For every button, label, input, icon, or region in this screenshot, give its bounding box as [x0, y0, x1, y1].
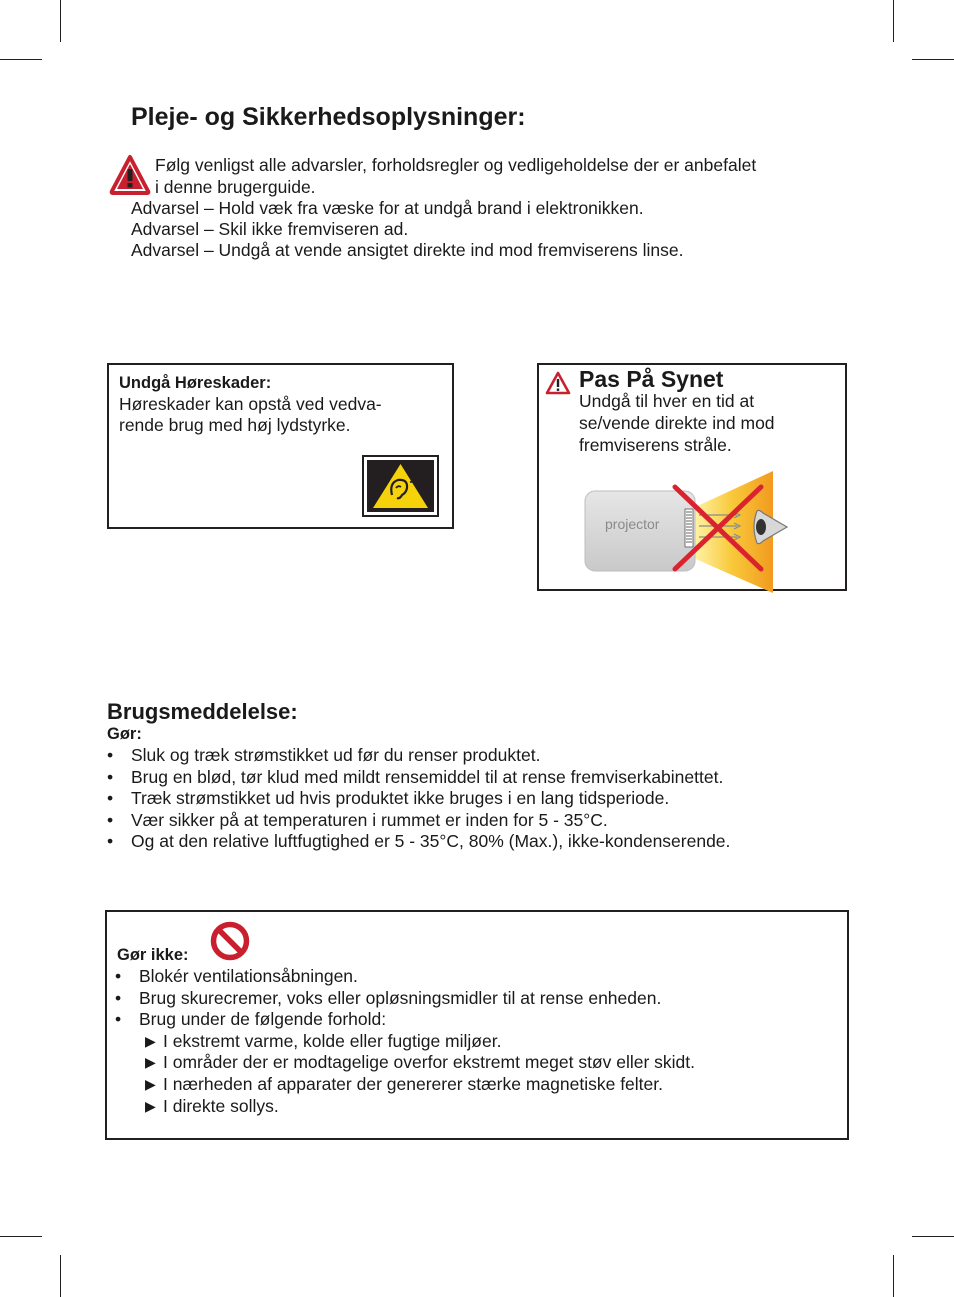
caution-triangle-icon [545, 371, 571, 395]
warning-item: Advarsel – Undgå at vende ansigtet direkte ind mod fremviserens linse. [131, 240, 684, 260]
crop-mark [0, 59, 42, 60]
condition-text: I områder der er modtagelige overfor ekstremt meget støv eller skidt. [163, 1052, 696, 1072]
triangle-right-icon: ▶ [145, 1098, 156, 1114]
eye-safety-box [537, 363, 847, 591]
condition-text: I ekstremt varme, kolde eller fugtige miljøer. [163, 1031, 502, 1051]
condition-text: I nærheden af apparater der genererer stærke magnetiske felter. [163, 1074, 663, 1094]
warning-intro-line-1: Følg venligst alle advarsler, forholdsregler og vedligeholdelse der er anbefalet [155, 155, 757, 175]
warning-intro-line-2: i denne brugerguide. [155, 176, 316, 197]
triangle-right-icon: ▶ [145, 1076, 156, 1092]
do-label: Gør: [107, 725, 142, 743]
hearing-damage-icon [362, 455, 439, 517]
crop-mark [912, 1236, 954, 1237]
crop-mark [60, 0, 61, 42]
triangle-right-icon: ▶ [145, 1033, 156, 1049]
condition-text: I direkte sollys. [163, 1096, 279, 1116]
warning-item: Advarsel – Hold væk fra væske for at undgå brand i elektronikken. [131, 198, 644, 218]
eye-box-line-1: Undgå til hver en tid at [579, 391, 755, 411]
no-entry-icon [210, 921, 250, 961]
crop-mark [893, 0, 894, 42]
dont-item-text: Brug under de følgende forhold: [139, 1009, 387, 1029]
warning-intro [155, 155, 845, 198]
triangle-right-icon: ▶ [145, 1054, 156, 1070]
do-item-text: Vær sikker på at temperaturen i rummet er inden for 5 - 35°C. [131, 810, 608, 830]
hearing-warning-box [107, 363, 454, 529]
crop-mark [893, 1255, 894, 1297]
dont-box: Gør ikke: • Blokér ventilationsåbningen. • Brug skurecremer, voks eller opløsningsmidler til at rense enheden. • Brug under de følgende forhold: ▶ I ekstremt varme, kolde eller fugtige miljøer. ▶ I områder der er modtagelige overfor ekstremt meget støv eller skidt. ▶ I nærheden af apparater der genererer stærke magnetiske felter. ▶ I direkte sollys. [105, 910, 849, 1140]
exclamation-triangle-icon [109, 154, 151, 196]
eye-box-title: Pas På Synet [579, 366, 724, 392]
do-item-text: Sluk og træk strømstikket ud før du renser produktet. [131, 745, 541, 765]
hearing-box-line-2: rende brug med høj lydstyrke. [119, 415, 351, 435]
crop-mark [912, 59, 954, 60]
projector-label: projector [605, 516, 660, 532]
dont-label: Gør ikke: [117, 946, 189, 964]
hearing-box-line-1: Høreskader kan opstå ved vedva- [119, 394, 382, 414]
warning-item: Advarsel – Skil ikke fremviseren ad. [131, 219, 409, 239]
lens-grille [685, 509, 693, 547]
do-item-text: Træk strømstikket ud hvis produktet ikke bruges i en lang tidsperiode. [131, 788, 670, 808]
crop-mark [60, 1255, 61, 1297]
eye-box-line-2: se/vende direkte ind mod [579, 413, 775, 433]
eye-box-line-3: fremviserens stråle. [579, 435, 732, 455]
usage-title: Brugsmeddelelse: [107, 699, 298, 724]
hearing-box-title: Undgå Høreskader: [119, 374, 272, 392]
do-item-text: Og at den relative luftfugtighed er 5 - 35°C, 80% (Max.), ikke-kondenserende. [131, 831, 731, 851]
do-item-text: Brug en blød, tør klud med mildt rensemiddel til at rense fremviserkabinettet. [131, 767, 724, 787]
page-title: Pleje- og Sikkerhedsoplysninger: [131, 103, 526, 131]
dont-item-text: Blokér ventilationsåbningen. [139, 966, 358, 986]
projector-beam-illustration [583, 469, 795, 593]
dont-item-text: Brug skurecremer, voks eller opløsningsmidler til at rense enheden. [139, 988, 662, 1008]
crop-mark [0, 1236, 42, 1237]
